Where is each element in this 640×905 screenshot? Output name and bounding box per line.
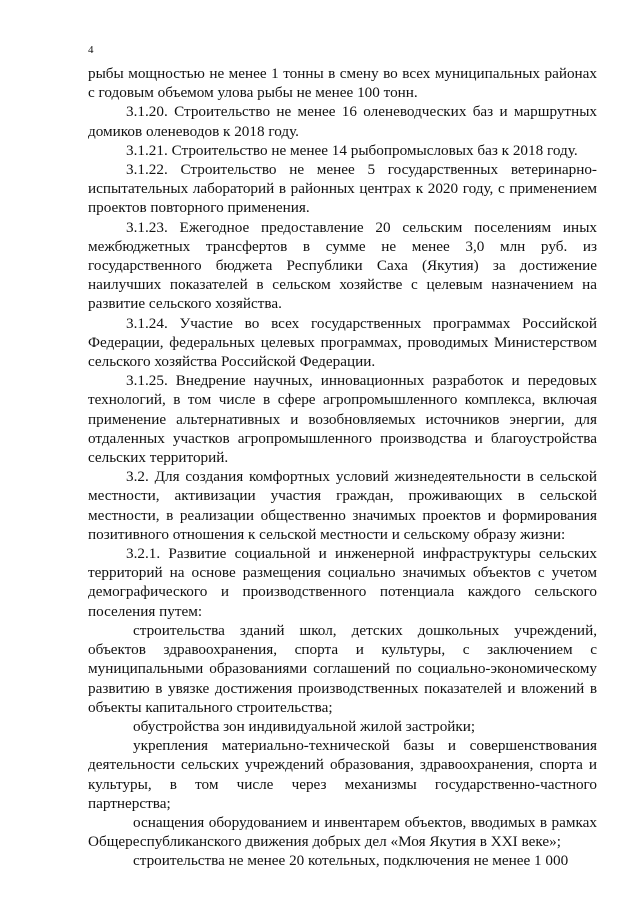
list-item-equipment: оснащения оборудованием и инвентарем объектов, вводимых в рамках Общереспубликанского движения добрых дел «Моя Якутия в XXI веке»;	[88, 813, 597, 851]
paragraph-3-1-25: 3.1.25. Внедрение научных, инновационных разработок и передовых технологий, в том числе в сфере агропромышленного комплекса, включая применение альтернативных и возобновляемых источников энергии, для отдаленных участков агропромышленного производства и благоустройства сельских территорий.	[88, 372, 597, 467]
paragraph-3-1-21: 3.1.21. Строительство не менее 14 рыбопромысловых баз к 2018 году.	[126, 141, 578, 159]
document-body	[88, 64, 597, 871]
list-item-institutions: укрепления материально-технической базы и совершенствования деятельности сельских учреждений образования, здравоохранения, спорта и культуры, в том числе через механизмы государственно-частного партнерства;	[88, 737, 597, 812]
paragraph-3-1-22: 3.1.22. Строительство не менее 5 государственных ветеринарно-испытательных лабораторий в районных центрах к 2020 году, с применением проектов повторного применения.	[88, 161, 597, 217]
paragraph-3-1-20: 3.1.20. Строительство не менее 16 оленеводческих баз и маршрутных домиков оленеводов к 2018 году.	[88, 103, 597, 140]
paragraph-3-1-24: 3.1.24. Участие во всех государственных программах Российской Федерации, федеральных целевых программах, проводимых Министерством сельского хозяйства Российской Федерации.	[88, 314, 597, 371]
page-number: 4	[88, 44, 94, 56]
list-item-housing-zones: обустройства зон индивидуальной жилой застройки;	[133, 717, 476, 735]
paragraph-continuation: рыбы мощностью не менее 1 тонны в смену во всех муниципальных районах с годовым объемом улова рыбы не менее 100 тонн.	[88, 65, 597, 102]
paragraph-3-1-23: 3.1.23. Ежегодное предоставление 20 сельским поселениям иных межбюджетных трансфертов в сумме не менее 3,0 млн руб. из государственного бюджета Республики Саха (Якутия) за достижение наилучших показателей в сельском хозяйстве с целевым назначением на развитие сельского хозяйства.	[88, 218, 597, 313]
paragraph-3-2: 3.2. Для создания комфортных условий жизнедеятельности в сельской местности, активизации участия граждан, проживающих в сельской местности, в реализации общественно значимых проектов и формирования позитивного отношения к сельской местности и сельскому образу жизни:	[88, 468, 597, 543]
paragraph-3-2-1: 3.2.1. Развитие социальной и инженерной инфраструктуры сельских территорий на основе размещения социально значимых объектов с учетом демографического и производственного потенциала каждого сельского поселения путем:	[88, 545, 597, 620]
list-item-boilers: строительства не менее 20 котельных, подключения не менее 1 000	[133, 852, 569, 870]
list-item-schools: строительства зданий школ, детских дошкольных учреждений, объектов здравоохранения, спорта и культуры, с заключением с муниципальными образованиями соглашений по социально-экономическому развитию в увязке достижения производственных показателей и вложений в объекты капитального строительства;	[88, 621, 597, 716]
